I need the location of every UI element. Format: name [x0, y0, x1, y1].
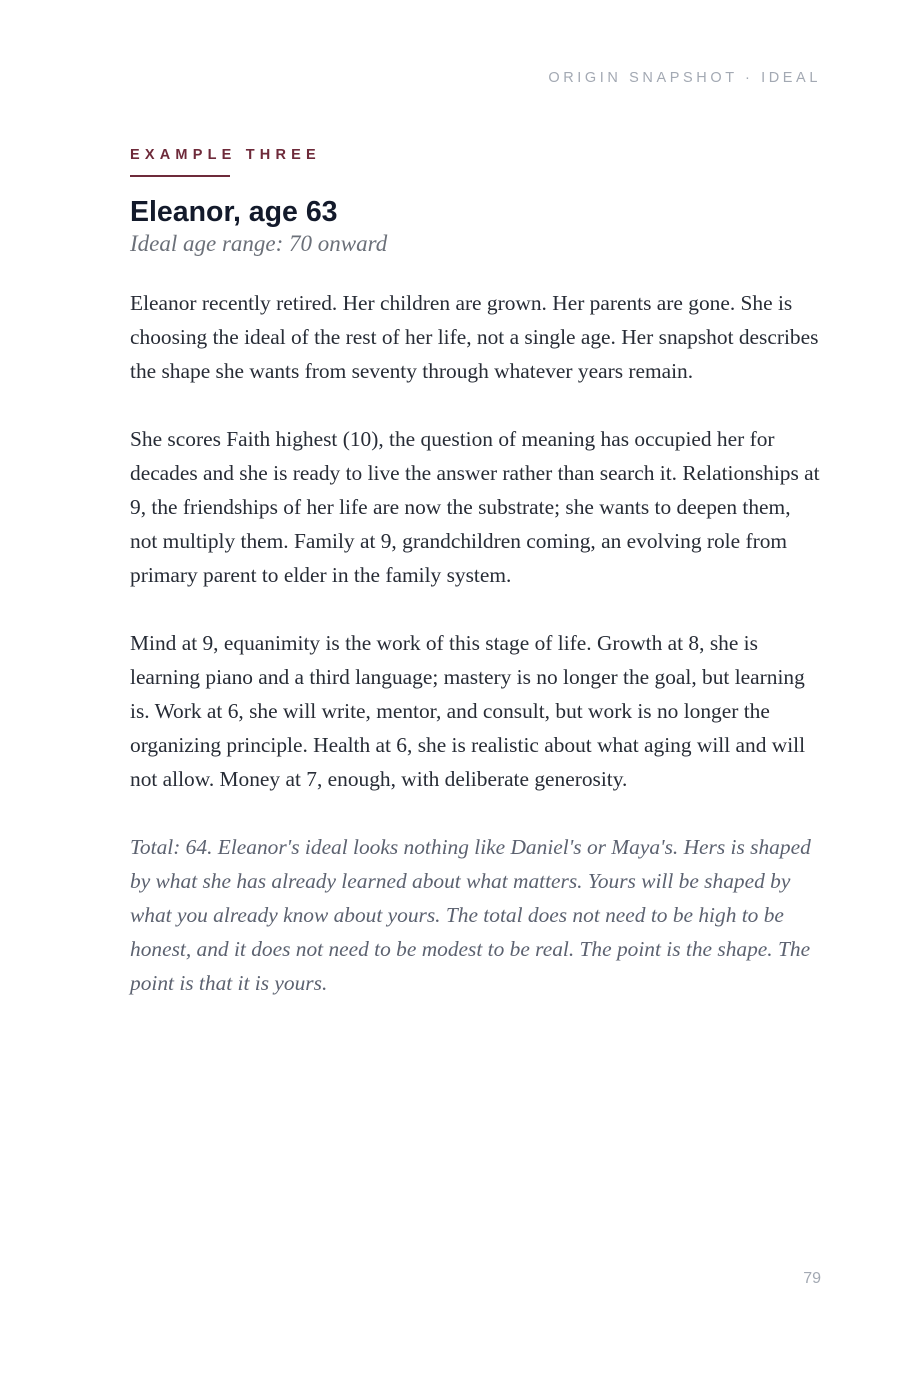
body-paragraph-intro: Eleanor recently retired. Her children are grown. Her parents are gone. She is choosing the ideal of the rest of her life, not a single age. Her snapshot describes the shape she wants from seventy through whatever years remain.: [130, 291, 819, 383]
page-subtitle: Ideal age range: 70 onward: [130, 231, 388, 256]
page-title: Eleanor, age 63: [130, 196, 338, 228]
page-content: [130, 146, 822, 1000]
body-paragraph-scores: She scores Faith highest (10), the question of meaning has occupied her for decades and she is ready to live the answer rather than search it. Relationships at 9, the friendships of her life are now the substrate; she wants to deepen them, not multiply them. Family at 9, grandchildren coming, an evolving role from primary parent to elder in the family system.: [130, 427, 820, 587]
page-number: 79: [803, 1270, 821, 1287]
running-header: ORIGIN SNAPSHOT · IDEAL: [548, 70, 821, 86]
eyebrow-divider: [130, 175, 230, 177]
closing-paragraph: Total: 64. Eleanor's ideal looks nothing like Daniel's or Maya's. Hers is shaped by what she has already learned about what matters. Yours will be shaped by what you already know about yours. The total does not need to be high to be honest, and it does not need to be modest to be real. The point is the shape. The point is that it is yours.: [130, 835, 811, 995]
body-paragraph-scores-continued: Mind at 9, equanimity is the work of this stage of life. Growth at 8, she is learning piano and a third language; mastery is no longer the goal, but learning is. Work at 6, she will write, mentor, and consult, but work is no longer the organizing principle. Health at 6, she is realistic about what aging will and will not allow. Money at 7, enough, with deliberate generosity.: [130, 631, 806, 791]
section-eyebrow: EXAMPLE THREE: [130, 147, 321, 163]
